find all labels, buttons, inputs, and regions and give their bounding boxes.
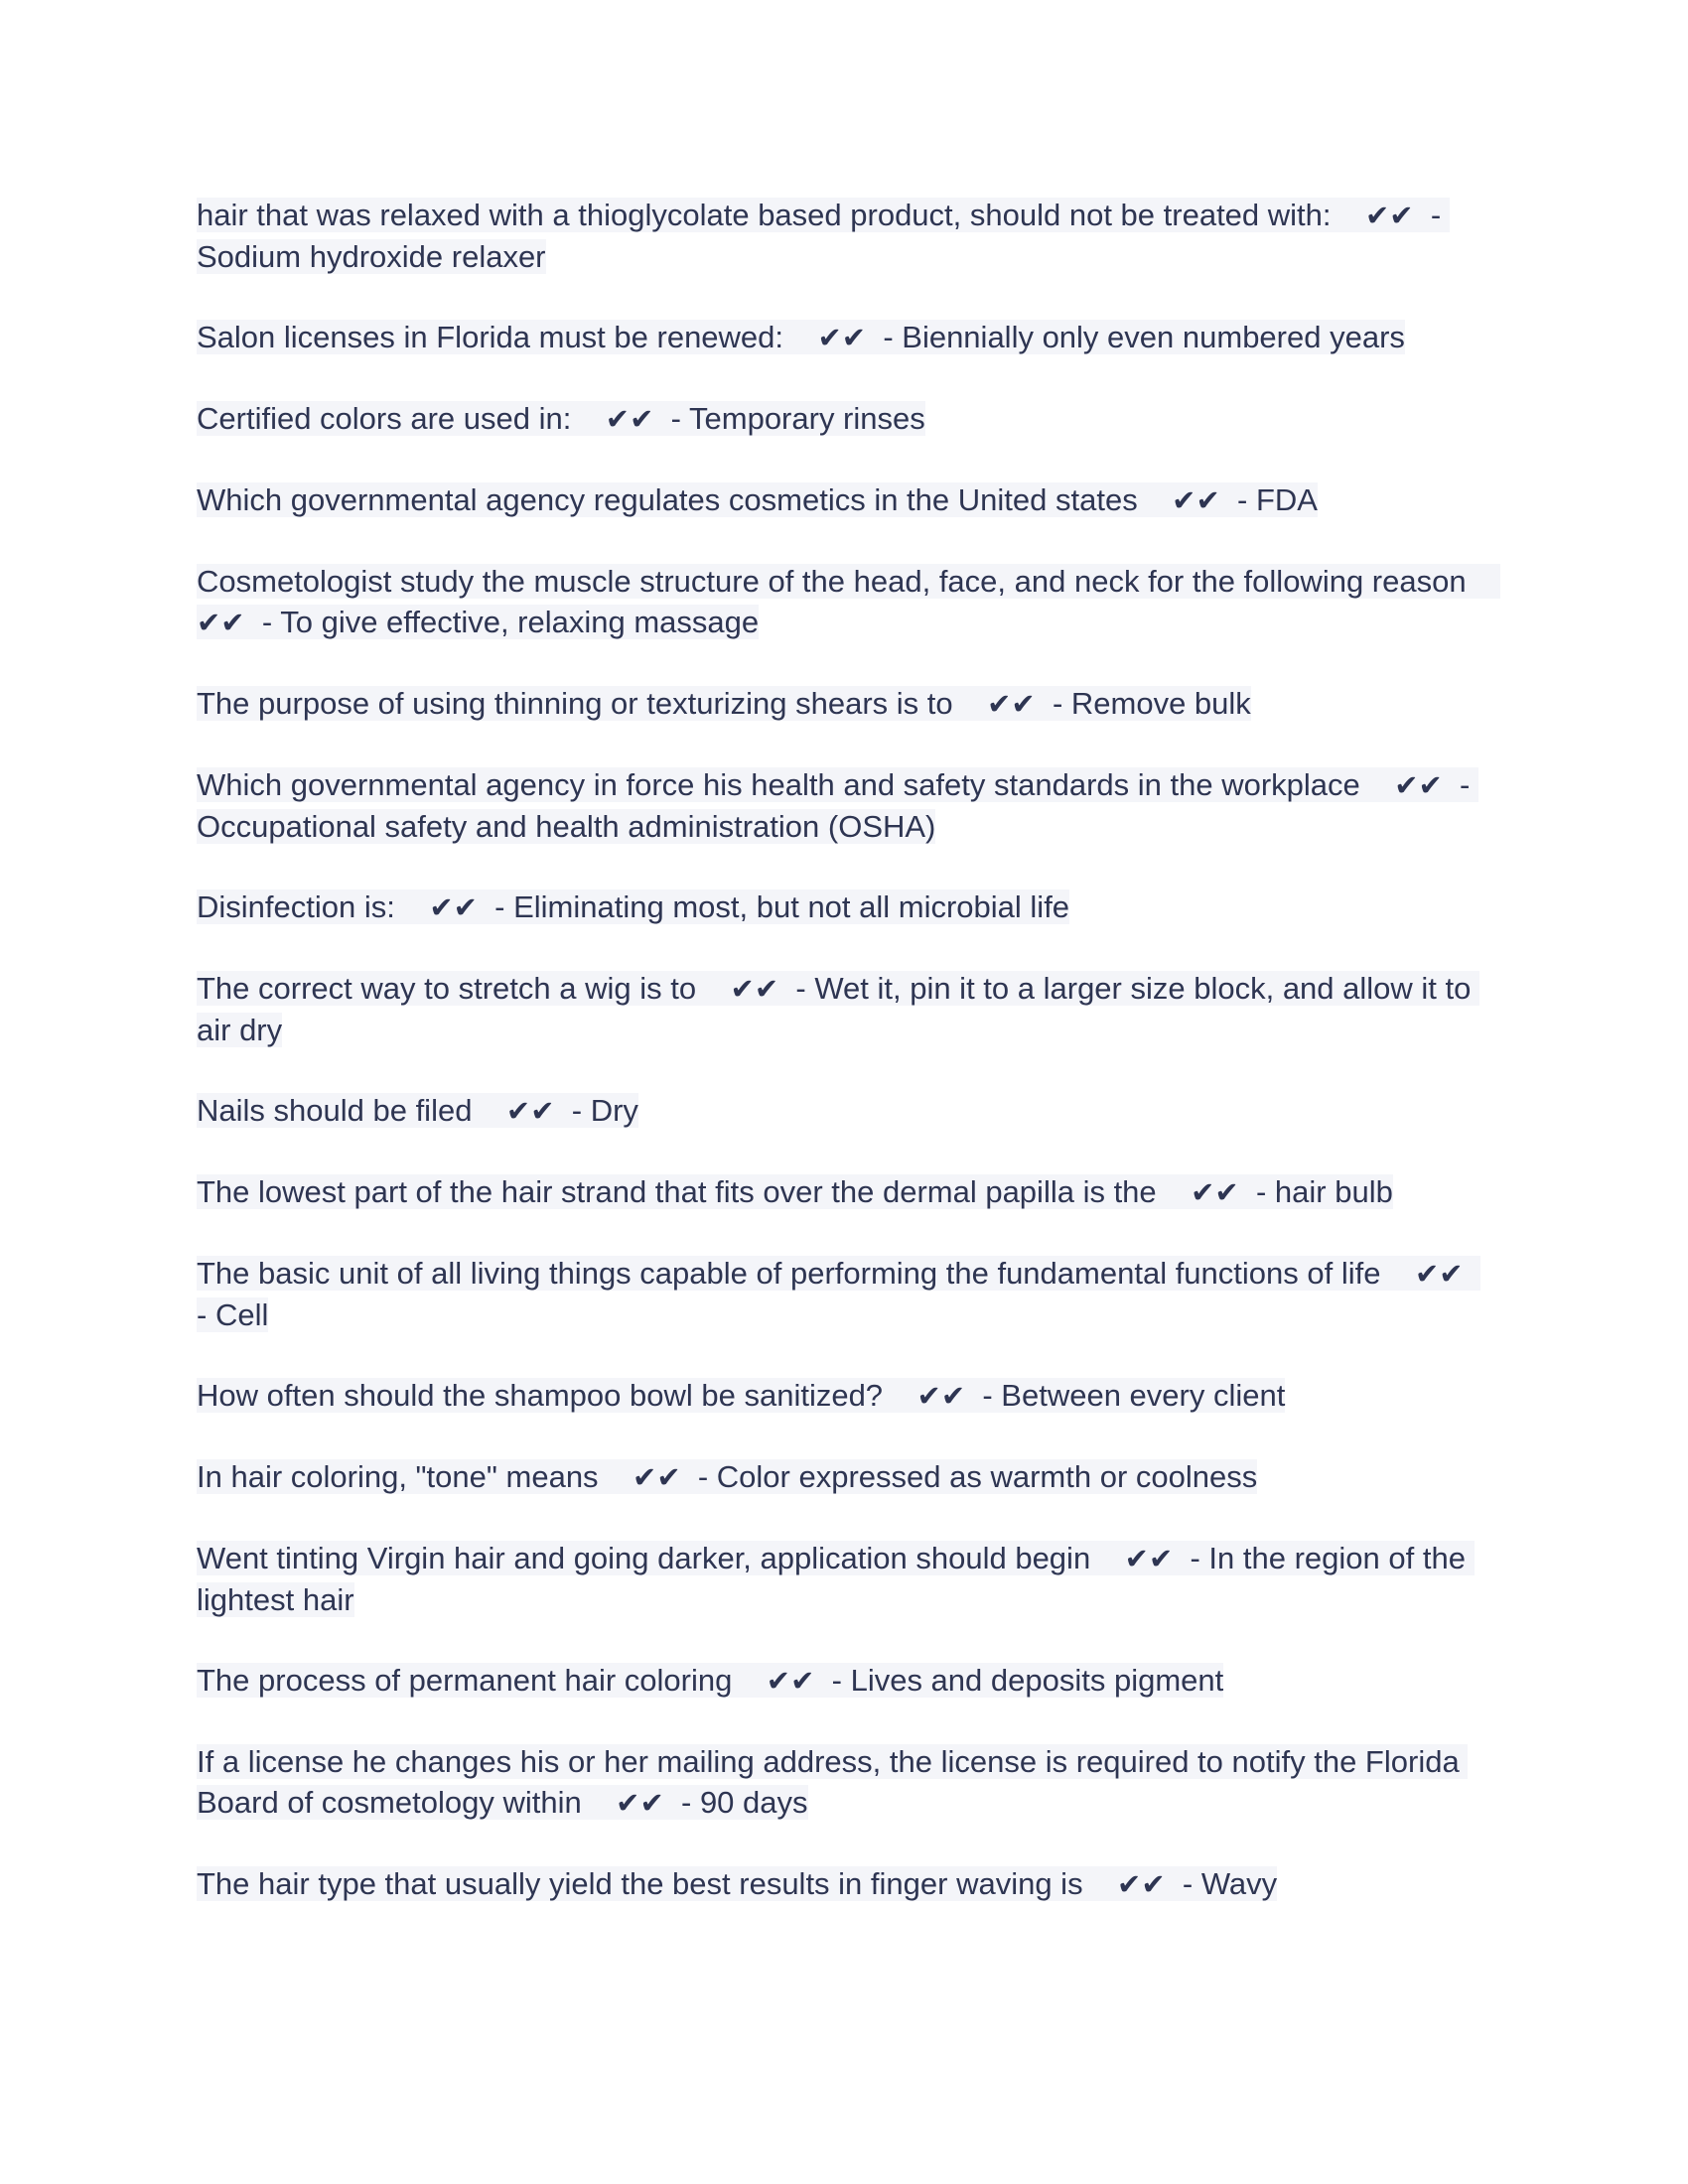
answer-text: Biennially only even numbered years (902, 320, 1405, 354)
qa-highlight: The process of permanent hair coloring ✔✔ - Lives and deposits pigment (197, 1663, 1224, 1698)
qa-highlight: Cosmetologist study the muscle structure of the head, face, and neck for the following reason ✔✔ - To give effective, relaxing massage (197, 564, 1500, 639)
double-checkmark-icon: ✔✔ (1364, 199, 1414, 232)
double-checkmark-icon: ✔✔ (505, 1094, 555, 1128)
answer-text: In the region of the lightest hair (197, 1541, 1475, 1617)
qa-highlight: The purpose of using thinning or texturizing shears is to ✔✔ - Remove bulk (197, 686, 1251, 721)
qa-item (197, 1375, 1487, 1417)
question-text: The process of permanent hair coloring (197, 1663, 733, 1698)
double-checkmark-icon: ✔✔ (1414, 1257, 1464, 1291)
qa-highlight: The hair type that usually yield the best results in finger waving is ✔✔ - Wavy (197, 1866, 1278, 1901)
question-text: Salon licenses in Florida must be renewed: (197, 320, 784, 354)
question-text: Certified colors are used in: (197, 401, 572, 436)
double-checkmark-icon: ✔✔ (1191, 1175, 1239, 1209)
double-checkmark-icon: ✔✔ (633, 1460, 681, 1494)
question-text: The correct way to stretch a wig is to (197, 971, 697, 1006)
question-text: Nails should be filed (197, 1093, 473, 1128)
qa-highlight: Which governmental agency regulates cosmetics in the United states ✔✔ - FDA (197, 482, 1318, 517)
answer-text: Sodium hydroxide relaxer (197, 239, 546, 274)
answer-text: To give effective, relaxing massage (280, 605, 760, 639)
question-text: Went tinting Virgin hair and going darker, application should begin (197, 1541, 1091, 1575)
double-checkmark-icon: ✔✔ (916, 1379, 966, 1413)
question-text: The hair type that usually yield the best results in finger waving is (197, 1866, 1083, 1901)
qa-highlight: Disinfection is: ✔✔ - Eliminating most, but not all microbial life (197, 889, 1070, 924)
answer-text: Eliminating most, but not all microbial life (513, 889, 1070, 924)
double-checkmark-icon: ✔✔ (616, 1786, 664, 1820)
double-checkmark-icon: ✔✔ (987, 687, 1036, 721)
answer-text: Between every client (1001, 1378, 1286, 1413)
double-checkmark-icon: ✔✔ (766, 1664, 815, 1698)
double-checkmark-icon: ✔✔ (1172, 483, 1220, 517)
double-checkmark-icon: ✔✔ (605, 402, 654, 436)
qa-item (197, 561, 1487, 643)
answer-text: FDA (1255, 482, 1318, 517)
double-checkmark-icon: ✔✔ (1394, 768, 1443, 802)
double-checkmark-icon: ✔✔ (197, 606, 245, 639)
qa-item (197, 764, 1487, 847)
question-text: hair that was relaxed with a thioglycolate based product, should not be treated with: (197, 198, 1332, 232)
answer-text: Temporary rinses (689, 401, 925, 436)
double-checkmark-icon: ✔✔ (429, 890, 478, 924)
answer-text: 90 days (699, 1785, 808, 1820)
qa-item (197, 1863, 1487, 1905)
qa-highlight: The lowest part of the hair strand that fits over the dermal papilla is the ✔✔ - hair bulb (197, 1174, 1393, 1209)
qa-item (197, 1538, 1487, 1620)
qa-highlight: The correct way to stretch a wig is to ✔✔ - Wet it, pin it to a larger size block, and allow it to air dry (197, 971, 1480, 1047)
qa-highlight: Nails should be filed ✔✔ - Dry (197, 1093, 638, 1128)
qa-highlight: The basic unit of all living things capable of performing the fundamental functions of life ✔✔ - Cell (197, 1256, 1480, 1332)
qa-item (197, 1253, 1487, 1335)
qa-item (197, 1090, 1487, 1132)
qa-item (197, 195, 1487, 277)
question-text: Which governmental agency in force his health and safety standards in the workplace (197, 767, 1360, 802)
qa-item (197, 1171, 1487, 1213)
answer-text: hair bulb (1274, 1174, 1393, 1209)
answer-text: Wavy (1200, 1866, 1278, 1901)
qa-highlight: Certified colors are used in: ✔✔ - Temporary rinses (197, 401, 925, 436)
answer-text: Occupational safety and health administration (OSHA) (197, 809, 936, 844)
question-text: If a license he changes his or her mailing address, the license is required to notify the Florida Board of cosmetology within (197, 1744, 1469, 1820)
double-checkmark-icon: ✔✔ (1117, 1867, 1166, 1901)
qa-item (197, 683, 1487, 725)
qa-highlight: hair that was relaxed with a thioglycolate based product, should not be treated with: ✔✔ - Sodium hydroxide relaxer (197, 198, 1450, 274)
qa-highlight: Went tinting Virgin hair and going darker, application should begin ✔✔ - In the region of the lightest hair (197, 1541, 1475, 1617)
answer-text: Wet it, pin it to a larger size block, and allow it to air dry (197, 971, 1480, 1047)
qa-item (197, 479, 1487, 521)
qa-item (197, 1660, 1487, 1702)
answer-text: Lives and deposits pigment (850, 1663, 1224, 1698)
qa-item (197, 317, 1487, 358)
question-text: In hair coloring, "tone" means (197, 1459, 599, 1494)
qa-highlight: If a license he changes his or her mailing address, the license is required to notify the Florida Board of cosmetology within ✔✔ - 90 days (197, 1744, 1469, 1820)
qa-item (197, 1456, 1487, 1498)
qa-item (197, 968, 1487, 1050)
question-text: Which governmental agency regulates cosmetics in the United states (197, 482, 1138, 517)
question-text: The purpose of using thinning or texturizing shears is to (197, 686, 953, 721)
answer-text: Remove bulk (1070, 686, 1251, 721)
qa-highlight: Salon licenses in Florida must be renewed: ✔✔ - Biennially only even numbered years (197, 320, 1405, 354)
double-checkmark-icon: ✔✔ (730, 972, 779, 1006)
question-text: Disinfection is: (197, 889, 395, 924)
qa-highlight: Which governmental agency in force his health and safety standards in the workplace ✔✔ - Occupational safety and health administration (OSHA) (197, 767, 1478, 844)
double-checkmark-icon: ✔✔ (1124, 1542, 1174, 1575)
question-text: The basic unit of all living things capable of performing the fundamental functions of life (197, 1256, 1381, 1291)
flashcard-document (197, 195, 1487, 1945)
qa-highlight: How often should the shampoo bowl be sanitized? ✔✔ - Between every client (197, 1378, 1286, 1413)
answer-text: Color expressed as warmth or coolness (716, 1459, 1258, 1494)
qa-item (197, 887, 1487, 928)
qa-item (197, 1741, 1487, 1824)
question-text: How often should the shampoo bowl be sanitized? (197, 1378, 884, 1413)
question-text: Cosmetologist study the muscle structure of the head, face, and neck for the following reason (197, 564, 1467, 599)
question-text: The lowest part of the hair strand that fits over the dermal papilla is the (197, 1174, 1157, 1209)
qa-highlight: In hair coloring, "tone" means ✔✔ - Color expressed as warmth or coolness (197, 1459, 1258, 1494)
answer-text: Dry (590, 1093, 638, 1128)
qa-item (197, 398, 1487, 440)
double-checkmark-icon: ✔✔ (817, 321, 867, 354)
answer-text: Cell (214, 1297, 269, 1332)
